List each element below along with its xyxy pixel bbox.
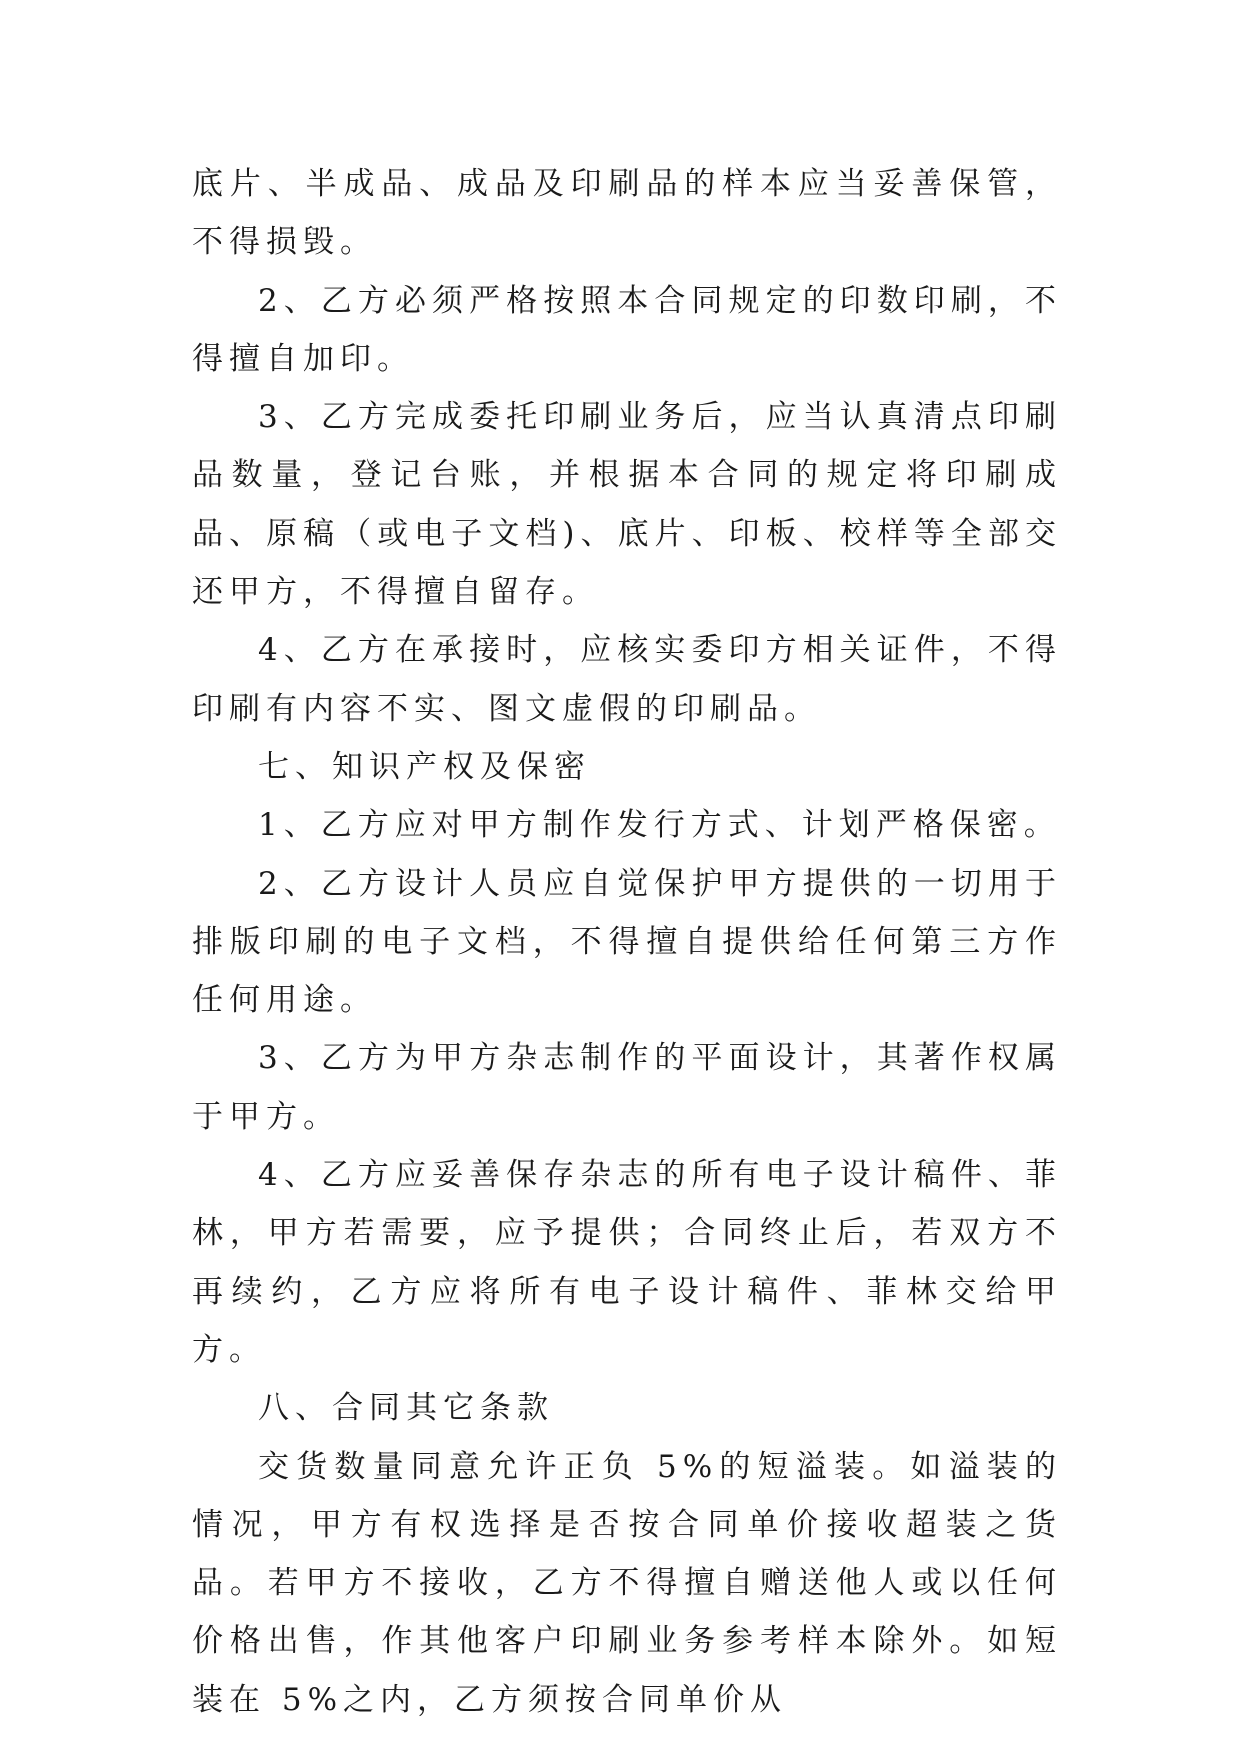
paragraph-clause-4-verify-documents: 4、乙方在承接时，应核实委印方相关证件，不得印刷有内容不实、图文虚假的印刷品。 [192, 632, 1062, 727]
paragraph-continuation: 底片、半成品、成品及印刷品的样本应当妥善保管，不得损毁。 [192, 166, 1062, 261]
section-heading-other-terms: 八、合同其它条款 [258, 1390, 554, 1427]
paragraph-ip-clause-4: 4、乙方应妥善保存杂志的所有电子设计稿件、菲林，甲方若需要，应予提供；合同终止后，若双方不再续约，乙方应将所有电子设计稿件、菲林交给甲方。 [192, 1157, 1062, 1368]
paragraph-clause-3-return-materials: 3、乙方完成委托印刷业务后，应当认真清点印刷品数量，登记台账，并根据本合同的规定将印刷成品、原稿（或电子文档)、底片、印板、校样等全部交还甲方，不得擅自留存。 [192, 399, 1062, 611]
paragraph-ip-clause-1: 1、乙方应对甲方制作发行方式、计划严格保密。 [258, 807, 1061, 844]
contract-text-body [192, 155, 1062, 1729]
paragraph-ip-clause-2: 2、乙方设计人员应自觉保护甲方提供的一切用于排版印刷的电子文档，不得擅自提供给任何第三方作任何用途。 [192, 865, 1062, 1019]
paragraph-delivery-quantity: 交货数量同意允许正负 5%的短溢装。如溢装的情况，甲方有权选择是否按合同单价接收超装之货品。若甲方不接收，乙方不得擅自赠送他人或以任何价格出售，作其他客户印刷业务参考样本除外。如短装在 5%之内，乙方须按合同单价从 [192, 1448, 1062, 1718]
paragraph-ip-clause-3: 3、乙方为甲方杂志制作的平面设计，其著作权属于甲方。 [192, 1040, 1062, 1135]
paragraph-clause-2-print-quantity: 2、乙方必须严格按照本合同规定的印数印刷，不得擅自加印。 [192, 282, 1062, 377]
section-heading-ip-confidentiality: 七、知识产权及保密 [258, 748, 591, 785]
